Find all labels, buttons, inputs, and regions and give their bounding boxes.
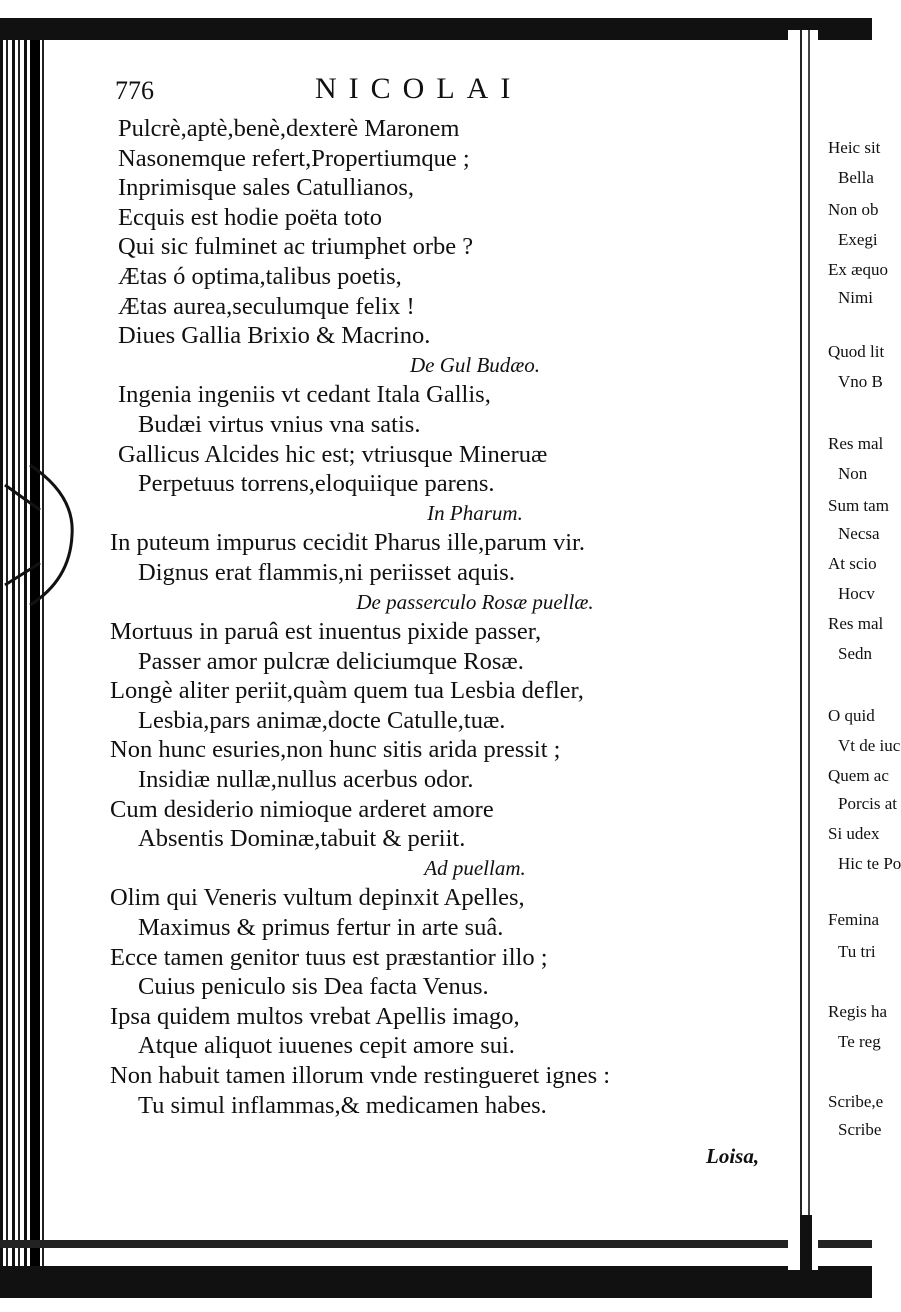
verse-line: Longè aliter periit,quàm quem tua Lesbia defler, xyxy=(110,677,584,705)
facing-page-fragment: Res mal xyxy=(828,434,884,453)
verse-line: Ipsa quidem multos vrebat Apellis imago, xyxy=(110,1002,520,1030)
facing-page-fragment: Femina xyxy=(828,910,879,929)
facing-page-fragment: Scribe xyxy=(838,1120,882,1139)
verse-line: Ecquis est hodie poëta toto xyxy=(118,203,382,231)
poem-heading: De Gul Budæo. xyxy=(409,352,541,377)
facing-page-fragment: Vt de iuc xyxy=(838,736,901,755)
page-gutter xyxy=(788,30,818,1270)
page-number: 776 xyxy=(115,76,154,105)
verse-line: Olim qui Veneris vultum depinxit Apelles, xyxy=(110,884,525,912)
verse-line: Atque aliquot iuuenes cepit amore sui. xyxy=(138,1032,515,1060)
verse-line: Ingenia ingeniis vt cedant Itala Gallis, xyxy=(118,381,491,409)
facing-page-fragment: O quid xyxy=(828,706,875,725)
facing-page-fragment: Nimi xyxy=(838,288,873,307)
facing-page-fragment: Exegi xyxy=(838,230,878,249)
facing-page-fragment: Quem ac xyxy=(828,766,889,785)
binding-clip-mark xyxy=(0,455,80,615)
verse-line: Ætas aurea,seculumque felix ! xyxy=(118,292,415,320)
verse-line: Lesbia,pars animæ,docte Catulle,tuæ. xyxy=(138,706,506,734)
facing-page-fragment: Necsa xyxy=(838,524,880,543)
poem-heading: De passerculo Rosæ puellæ. xyxy=(356,589,594,614)
verse-line: Tu simul inflammas,& medicamen habes. xyxy=(138,1091,547,1119)
verse-line: In puteum impurus cecidit Pharus ille,parum vir. xyxy=(110,529,585,557)
facing-page-fragment: Hic te Po xyxy=(838,854,901,873)
verse-line: Pulcrè,aptè,benè,dexterè Maronem xyxy=(118,115,460,142)
facing-page-fragment: Hocv xyxy=(838,584,875,603)
facing-page-fragment: Bella xyxy=(838,168,874,187)
verse-line: Perpetuus torrens,eloquiique parens. xyxy=(138,470,495,498)
verse-line: Dignus erat flammis,ni periisset aquis. xyxy=(138,558,515,586)
verse-line: Cum desiderio nimioque arderet amore xyxy=(110,795,494,823)
gutter-clamp xyxy=(800,1215,812,1275)
verse-line: Gallicus Alcides hic est; vtriusque Mineruæ xyxy=(118,440,548,468)
facing-page-fragment: Ex æquo xyxy=(828,260,888,279)
facing-page-fragment: At scio xyxy=(828,554,877,573)
page-bottom-edge xyxy=(0,1266,872,1298)
poem-heading: In Pharum. xyxy=(427,500,523,525)
facing-page-fragment: Non xyxy=(838,464,868,483)
book-page-left xyxy=(110,70,790,1250)
facing-page-edge xyxy=(820,30,901,1270)
verse-line: Nasonemque refert,Propertiumque ; xyxy=(118,144,470,172)
verse-line: Maximus & primus fertur in arte suâ. xyxy=(138,914,504,942)
facing-page-fragment: Regis ha xyxy=(828,1002,888,1021)
facing-page-fragment: Non ob xyxy=(828,200,879,219)
facing-page-fragment: Res mal xyxy=(828,614,884,633)
poem-heading: Ad puellam. xyxy=(424,855,526,880)
verse-line: Diues Gallia Brixio & Macrino. xyxy=(118,322,431,350)
facing-page-fragment: Scribe,e xyxy=(828,1092,884,1111)
facing-page-fragment: Tu tri xyxy=(838,942,876,961)
verse-line: Budæi virtus vnius vna satis. xyxy=(138,410,421,438)
binding-shadow xyxy=(30,30,40,1280)
catchword: Loisa, xyxy=(706,1144,760,1168)
verse-line: Absentis Dominæ,tabuit & periit. xyxy=(138,825,466,853)
page-top-edge xyxy=(0,18,872,40)
verse-line: Cuius peniculo sis Dea facta Venus. xyxy=(138,973,489,1001)
facing-page-fragment: Quod lit xyxy=(828,342,885,361)
verse-line: Non hunc esuries,non hunc sitis arida pressit ; xyxy=(110,736,561,764)
verse-line: Insidiæ nullæ,nullus acerbus odor. xyxy=(138,766,474,794)
poem-body xyxy=(110,114,750,1120)
verse-line: Ecce tamen genitor tuus est præstantior illo ; xyxy=(110,943,548,971)
facing-page-fragment: Vno B xyxy=(838,372,883,391)
facing-page-fragment: Te reg xyxy=(838,1032,881,1051)
running-head: NICOLAI xyxy=(315,72,523,105)
verse-line: Mortuus in paruâ est inuentus pixide passer, xyxy=(110,618,542,646)
facing-page-fragment: Sedn xyxy=(838,644,872,663)
verse-line: Passer amor pulcræ deliciumque Rosæ. xyxy=(138,647,524,675)
facing-page-fragment: Porcis at xyxy=(838,794,898,813)
facing-page-fragment: Heic sit xyxy=(828,138,881,157)
facing-page-fragment: Si udex xyxy=(828,824,880,843)
verse-line: Inprimisque sales Catullianos, xyxy=(118,174,414,202)
page-header xyxy=(110,70,730,110)
verse-line: Qui sic fulminet ac triumphet orbe ? xyxy=(118,233,474,261)
verse-line: Ætas ó optima,talibus poetis, xyxy=(118,262,402,290)
facing-page-fragment: Sum tam xyxy=(828,496,889,515)
verse-line: Non habuit tamen illorum vnde restingueret ignes : xyxy=(110,1062,611,1089)
